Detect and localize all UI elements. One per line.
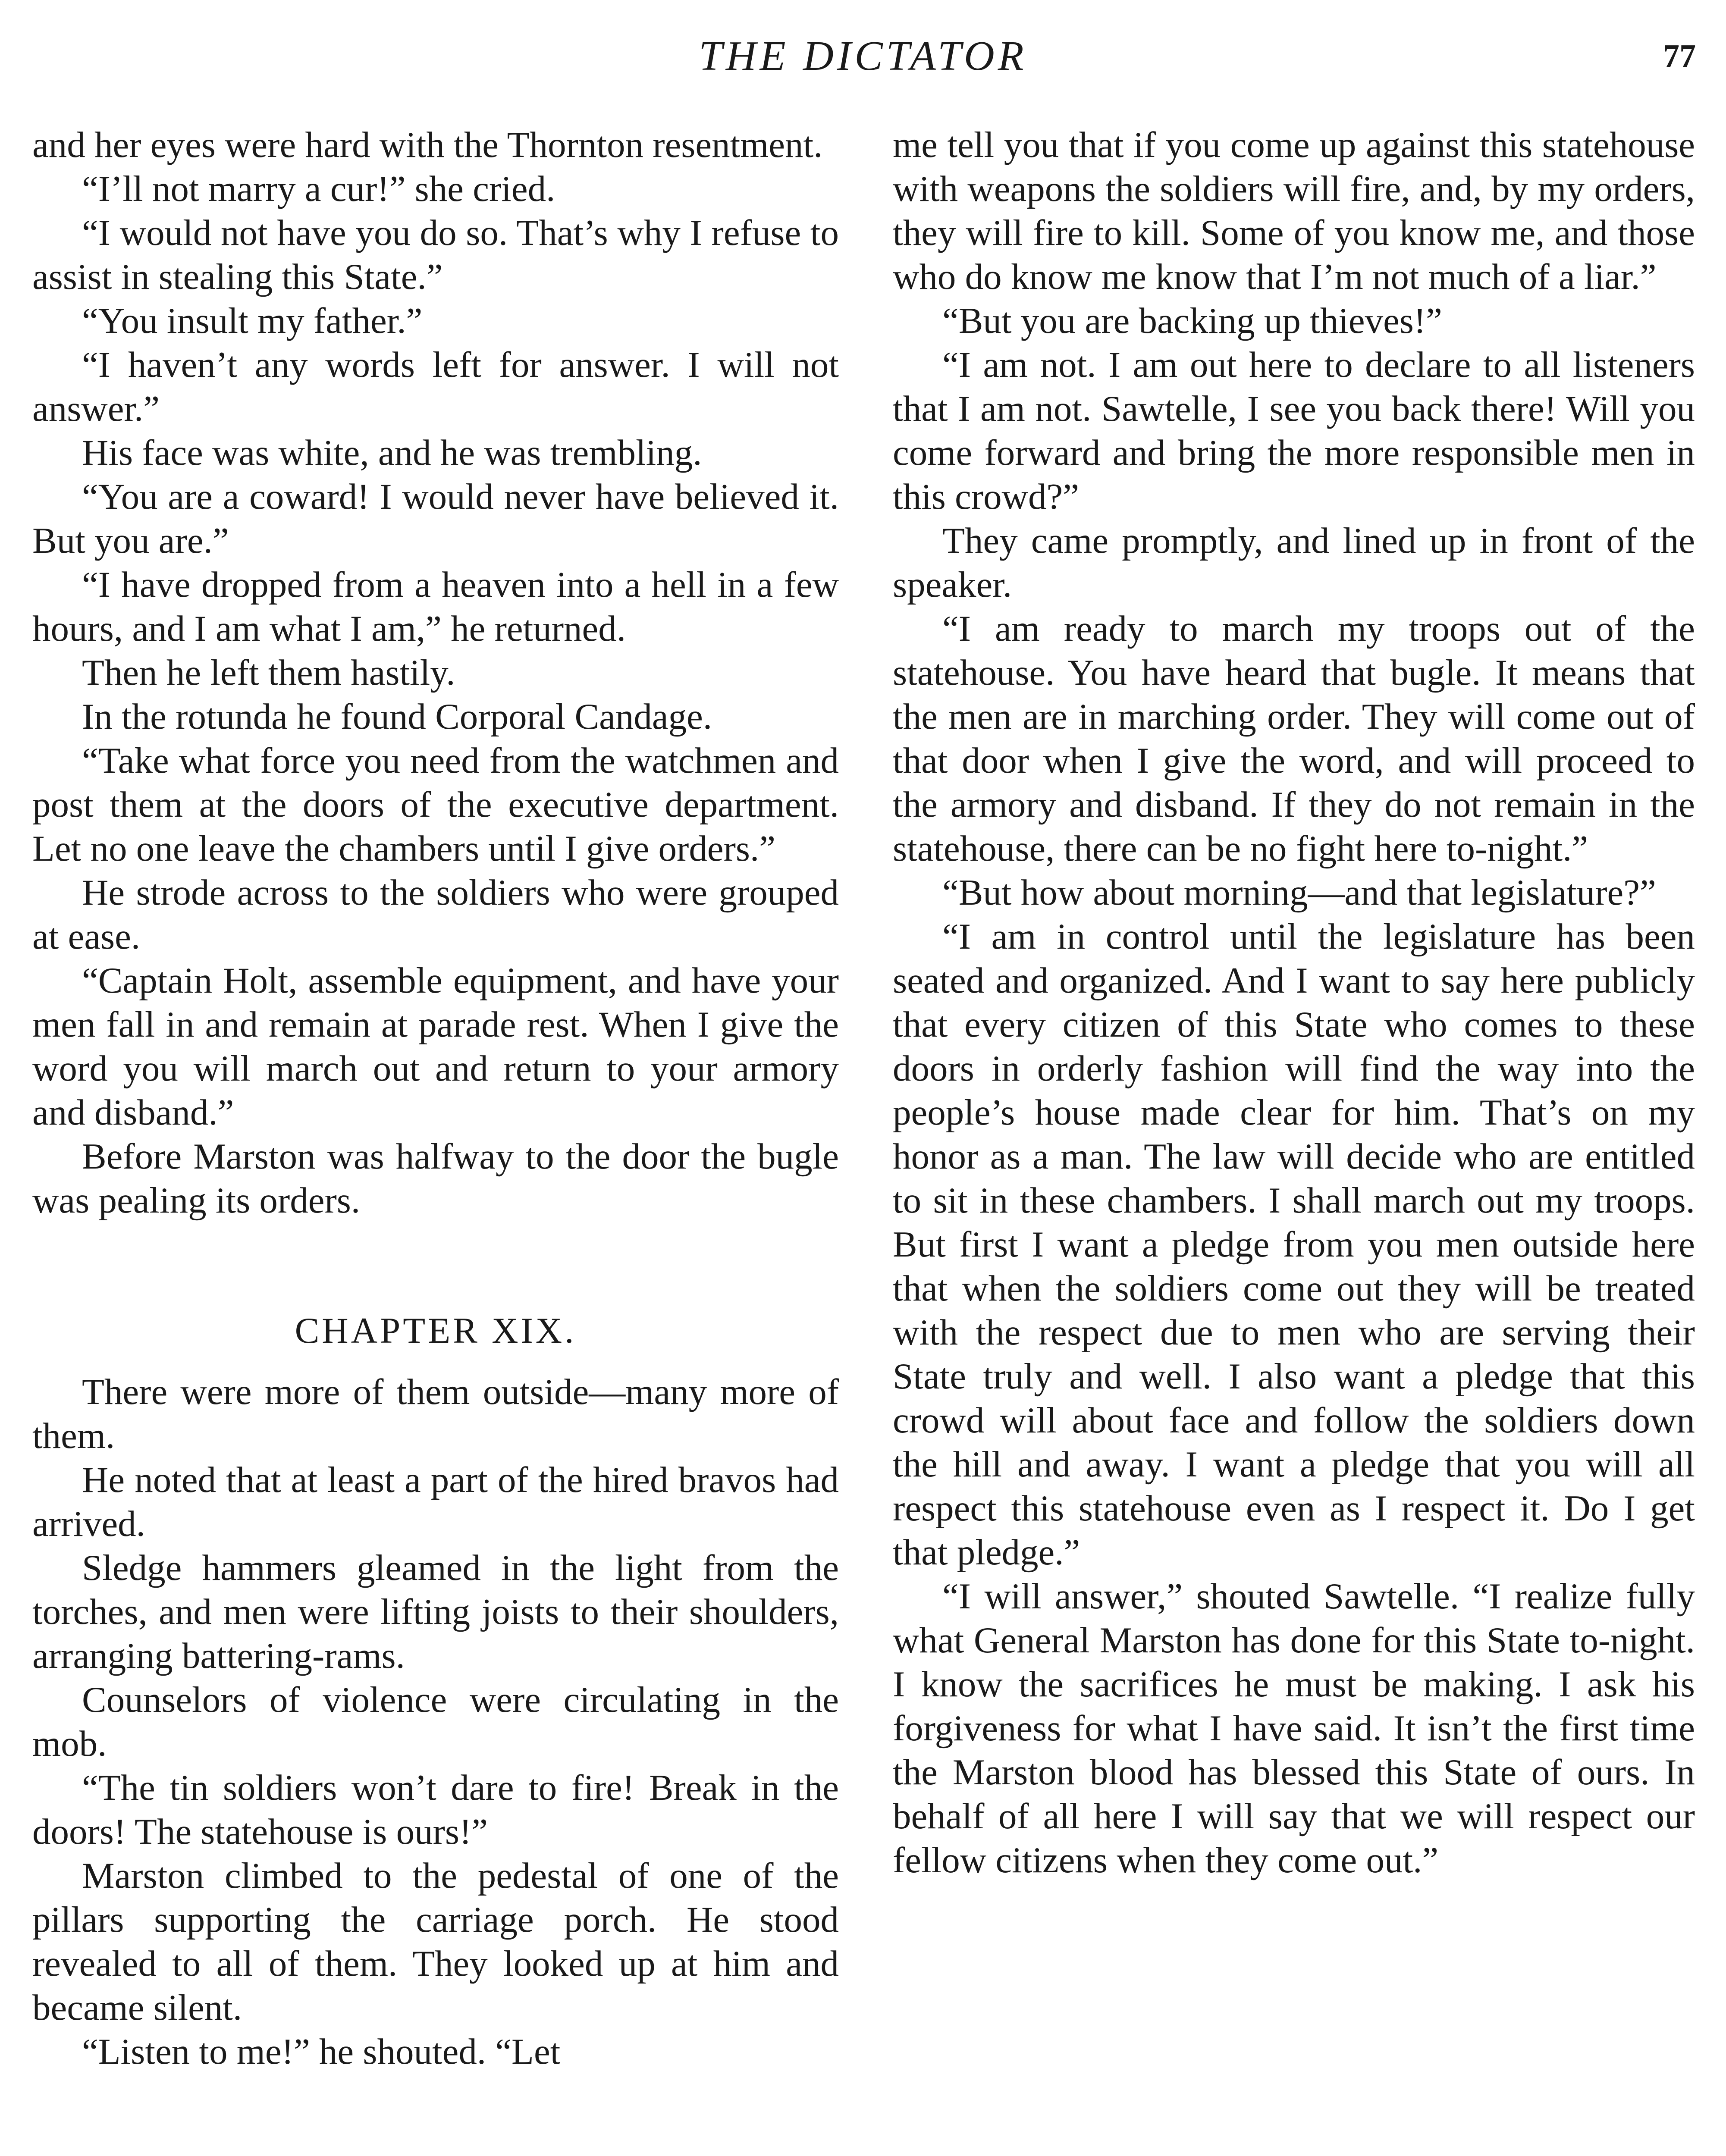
paragraph: They came promptly, and lined up in front of the speaker. <box>893 520 1695 605</box>
left-column <box>32 123 839 2074</box>
paragraph: “You are a coward! I would never have believed it. But you are.” <box>32 476 839 561</box>
running-title: THE DICTATOR <box>699 33 1027 79</box>
paragraph: Sledge hammers gleamed in the light from the torches, and men were lifting joists to their shoulders, arranging battering-rams. <box>32 1548 839 1676</box>
paragraph: and her eyes were hard with the Thornton resentment. <box>32 125 823 165</box>
paragraph: “I am ready to march my troops out of the statehouse. You have heard that bugle. It means that the men are in marching order. They will come out of that door when I give the word, and will proceed to the armory and disband. If they do not remain in the statehouse, there can be no fight here to-night.” <box>893 608 1695 869</box>
paragraph: There were more of them outside—many more of them. <box>32 1372 839 1456</box>
paragraph: He strode across to the soldiers who were grouped at ease. <box>32 872 839 957</box>
paragraph: Then he left them hastily. <box>82 652 455 693</box>
paragraph: “I’ll not marry a cur!” she cried. <box>82 169 555 209</box>
paragraph: “I would not have you do so. That’s why I refuse to assist in stealing this State.” <box>32 213 839 297</box>
paragraph: “I haven’t any words left for answer. I will not answer.” <box>32 345 839 429</box>
paragraph: “But you are backing up thieves!” <box>942 301 1442 341</box>
paragraph: His face was white, and he was trembling. <box>82 432 702 473</box>
paragraph: “The tin soldiers won’t dare to fire! Break in the doors! The statehouse is ours!” <box>32 1767 839 1852</box>
paragraph: “I have dropped from a heaven into a hell in a few hours, and I am what I am,” he returned. <box>32 564 839 649</box>
paragraph: “Captain Holt, assemble equipment, and have your men fall in and remain at parade rest. When I give the word you will march out and return to your armory and disband.” <box>32 960 839 1133</box>
paragraph: “I am in control until the legislature has been seated and organized. And I want to say here publicly that every citizen of this State who comes to these doors in orderly fashion will find the way into the people’s house made clear for him. That’s on my honor as a man. The law will decide who are entitled to sit in these chambers. I shall march out my troops. But first I want a pledge from you men outside here that when the soldiers come out they will be treated with the respect due to men who are serving their State truly and well. I also want a pledge that this crowd will about face and follow the soldiers down the hill and away. I want a pledge that you will all respect this statehouse even as I respect it. Do I get that pledge.” <box>893 916 1695 1573</box>
paragraph: He noted that at least a part of the hired bravos had arrived. <box>32 1460 839 1544</box>
paragraph: “I will answer,” shouted Sawtelle. “I realize fully what General Marston has done for this State to-night. I know the sacrifices he must be making. I ask his forgiveness for what I have said. It isn’t the first time the Marston blood has blessed this State of ours. In behalf of all here I will say that we will respect our fellow citizens when they come out.” <box>893 1576 1695 1880</box>
paragraph: “You insult my father.” <box>82 301 423 341</box>
page-number: 77 <box>1663 38 1696 74</box>
paragraph: me tell you that if you come up against this statehouse with weapons the soldiers will fire, and, by my orders, they will fire to kill. Some of you know me, and those who do know me know that I’m not much of a liar.” <box>893 125 1695 297</box>
paragraph: “I am not. I am out here to declare to all listeners that I am not. Sawtelle, I see you back there! Will you come forward and bring the more responsible men in this crowd?” <box>893 345 1695 517</box>
paragraph: Before Marston was halfway to the door the bugle was pealing its orders. <box>32 1136 839 1221</box>
paragraph: “Listen to me!” he shouted. “Let <box>82 2031 561 2072</box>
paragraph: In the rotunda he found Corporal Candage. <box>82 696 712 737</box>
paragraph: Marston climbed to the pedestal of one of the pillars supporting the carriage porch. He stood revealed to all of them. They looked up at him and became silent. <box>32 1855 839 2028</box>
paragraph: Counselors of violence were circulating in the mob. <box>32 1680 839 1764</box>
chapter-heading: CHAPTER XIX. <box>295 1310 577 1351</box>
paragraph: “But how about morning—and that legislature?” <box>942 872 1656 913</box>
right-column <box>893 123 1695 1882</box>
paragraph: “Take what force you need from the watchmen and post them at the doors of the executive department. Let no one leave the chambers until I give orders.” <box>32 740 839 869</box>
running-header <box>0 30 1726 82</box>
